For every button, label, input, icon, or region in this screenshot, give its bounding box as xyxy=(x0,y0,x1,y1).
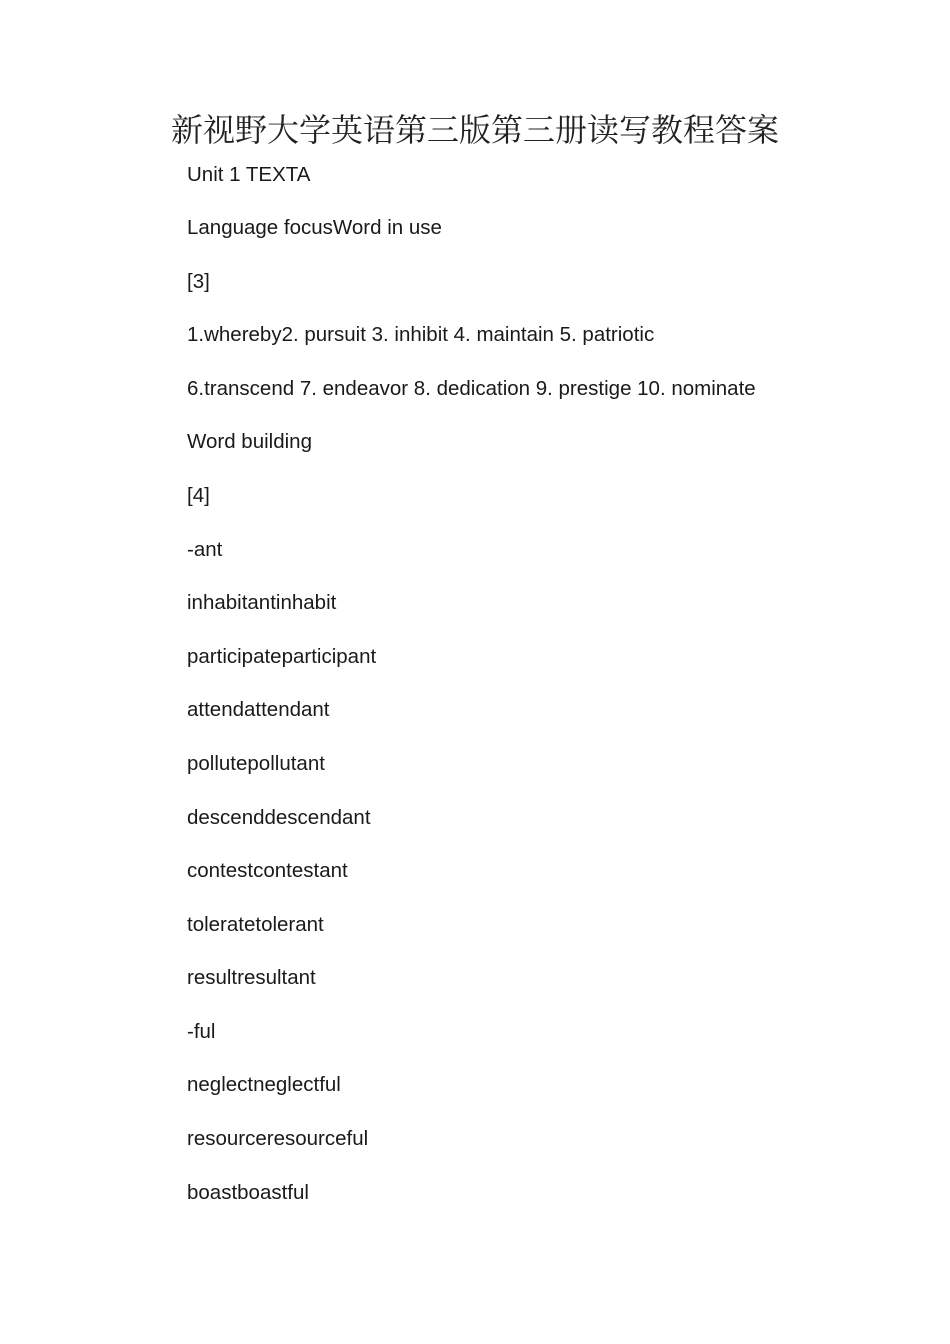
word-pair: descenddescendant xyxy=(187,806,371,829)
answer-line-6-10: 6.transcend 7. endeavor 8. dedication 9. prestige 10. nominate xyxy=(187,377,756,400)
word-pair: participateparticipant xyxy=(187,645,377,668)
page-title: 新视野大学英语第三版第三册读写教程答案 xyxy=(170,111,779,149)
exercise-number-3: [3] xyxy=(187,270,210,293)
suffix-heading-ful: -ful xyxy=(187,1020,216,1043)
word-pair: pollutepollutant xyxy=(187,752,325,775)
section-heading-language-focus: Language focusWord in use xyxy=(187,216,442,239)
word-pair: resourceresourceful xyxy=(187,1127,369,1150)
word-pair: toleratetolerant xyxy=(187,913,324,936)
word-pair: neglectneglectful xyxy=(187,1073,341,1096)
word-pair: contestcontestant xyxy=(187,859,348,882)
word-pair: inhabitantinhabit xyxy=(187,591,337,614)
word-pair: attendattendant xyxy=(187,698,330,721)
answer-line-1-5: 1.whereby2. pursuit 3. inhibit 4. maintain 5. patriotic xyxy=(187,323,655,346)
suffix-heading-ant: -ant xyxy=(187,538,223,561)
exercise-number-4: [4] xyxy=(187,484,210,507)
section-heading-word-building: Word building xyxy=(187,430,312,453)
word-pair: resultresultant xyxy=(187,966,316,989)
word-pair: boastboastful xyxy=(187,1181,309,1204)
unit-heading: Unit 1 TEXTA xyxy=(187,163,311,186)
